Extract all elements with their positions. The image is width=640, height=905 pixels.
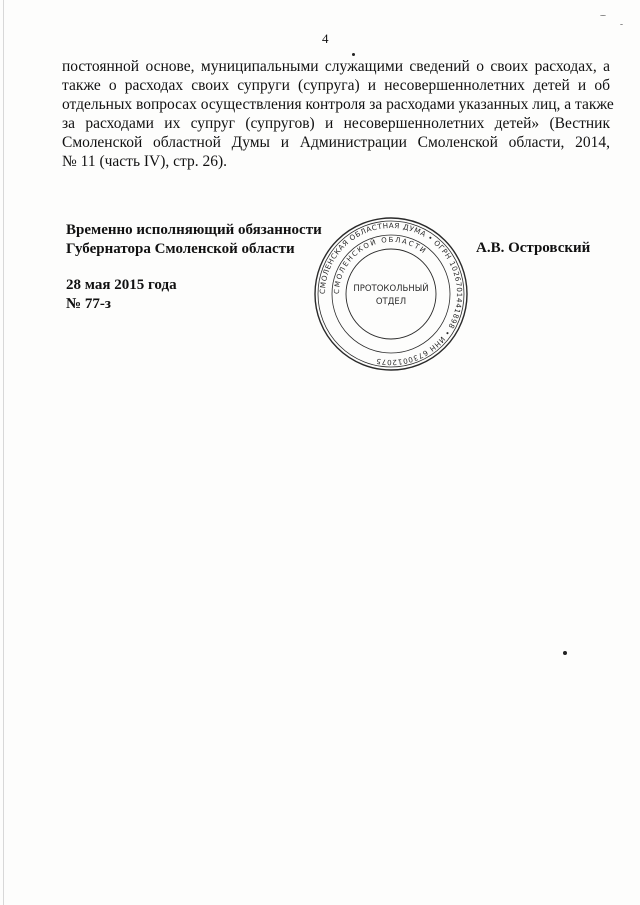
body-line: № 11 (часть IV), стр. 26).	[62, 153, 228, 170]
page-number: 4	[322, 31, 329, 46]
scan-edge-line	[3, 0, 4, 905]
signatory-title-line: Временно исполняющий обязанности	[66, 222, 322, 238]
body-paragraph	[62, 57, 614, 171]
document-date: 28 мая 2015 года	[66, 277, 177, 293]
stamp-center-line2: ОТДЕЛ	[375, 297, 407, 307]
body-line: Смоленской областной Думы и Администрации Смоленской области, 2014,	[62, 134, 610, 151]
official-seal-stamp	[312, 215, 470, 373]
signatory-title	[66, 221, 322, 259]
document-number: № 77-з	[66, 296, 111, 312]
body-line: отдельных вопросах осуществления контроля за расходами указанных лиц, а также	[62, 96, 614, 113]
date-block	[66, 276, 177, 314]
scan-speck	[600, 15, 606, 16]
scan-speck	[563, 651, 567, 655]
body-line: за расходами их супруг (супругов) и несовершеннолетних детей» (Вестник	[62, 115, 610, 132]
signatory-name: А.В. Островский	[476, 240, 591, 256]
body-line: постоянной основе, муниципальными служащими сведений о своих расходах, а	[62, 58, 610, 75]
body-line: также о расходах своих супруги (супруга) и несовершеннолетних детей и об	[62, 77, 610, 94]
signatory-title-line: Губернатора Смоленской области	[66, 241, 295, 257]
stamp-ring-text: СМОЛЕНСКАЯ ОБЛАСТНАЯ ДУМА • ОГРН 1026701441898 • ИНН 6730012075	[317, 220, 465, 368]
stamp-inner-ring-text: СМОЛЕНСКОЙ ОБЛАСТИ	[332, 235, 429, 295]
stamp-center-line1: ПРОТОКОЛЬНЫЙ	[353, 284, 429, 294]
scan-speck	[620, 24, 623, 25]
scan-speck	[352, 53, 355, 56]
